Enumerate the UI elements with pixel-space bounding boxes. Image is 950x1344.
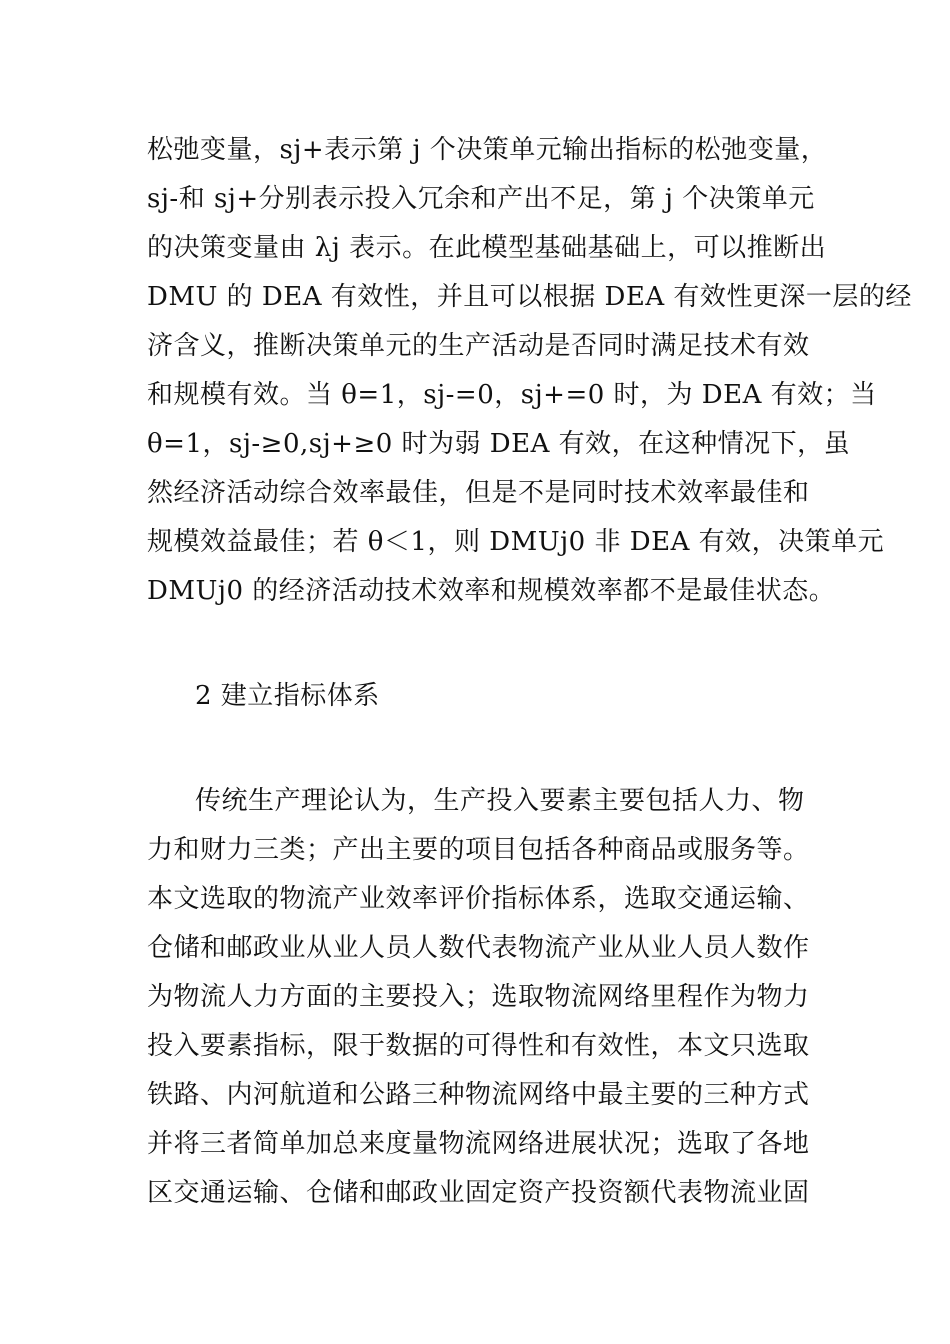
- paragraph-indicator-system: [147, 777, 827, 1218]
- text-line: 力和财力三类；产出主要的项目包括各种商品或服务等。: [147, 835, 810, 865]
- text-line: 仓储和邮政业从业人员人数代表物流产业从业人员人数作: [147, 933, 810, 963]
- text-line: sj-和 sj+分别表示投入冗余和产出不足，第 j 个决策单元: [147, 184, 815, 214]
- text-line: DMU 的 DEA 有效性，并且可以根据 DEA 有效性更深一层的经: [147, 282, 912, 312]
- text-line: 然经济活动综合效率最佳，但是不是同时技术效率最佳和: [147, 478, 810, 508]
- text-line: 铁路、内河航道和公路三种物流网络中最主要的三种方式: [147, 1080, 810, 1110]
- section-heading-text: 2 建立指标体系: [195, 681, 380, 711]
- text-line: 并将三者简单加总来度量物流网络进展状况；选取了各地: [147, 1129, 810, 1159]
- text-line: 本文选取的物流产业效率评价指标体系，选取交通运输、: [147, 884, 810, 914]
- text-line: 的决策变量由 λj 表示。在此模型基础基础上，可以推断出: [147, 233, 827, 263]
- section-heading: [195, 672, 875, 721]
- text-line: 传统生产理论认为，生产投入要素主要包括人力、物: [195, 786, 805, 816]
- text-line: 为物流人力方面的主要投入；选取物流网络里程作为物力: [147, 982, 810, 1012]
- text-line: 和规模有效。当 θ=1，sj-=0，sj+=0 时，为 DEA 有效；当: [147, 380, 877, 410]
- paragraph-dea-explanation: [147, 126, 912, 616]
- text-line: 投入要素指标，限于数据的可得性和有效性，本文只选取: [147, 1031, 810, 1061]
- text-line: 松弛变量，sj+表示第 j 个决策单元输出指标的松弛变量，: [147, 135, 828, 165]
- text-line: 区交通运输、仓储和邮政业固定资产投资额代表物流业固: [147, 1178, 810, 1208]
- text-line: 规模效益最佳；若 θ＜1，则 DMUj0 非 DEA 有效，决策单元: [147, 527, 885, 557]
- text-line: 济含义，推断决策单元的生产活动是否同时满足技术有效: [147, 331, 810, 361]
- text-line: DMUj0 的经济活动技术效率和规模效率都不是最佳状态。: [147, 576, 836, 606]
- text-line: θ=1，sj-≥0,sj+≥0 时为弱 DEA 有效，在这种情况下，虽: [147, 429, 851, 459]
